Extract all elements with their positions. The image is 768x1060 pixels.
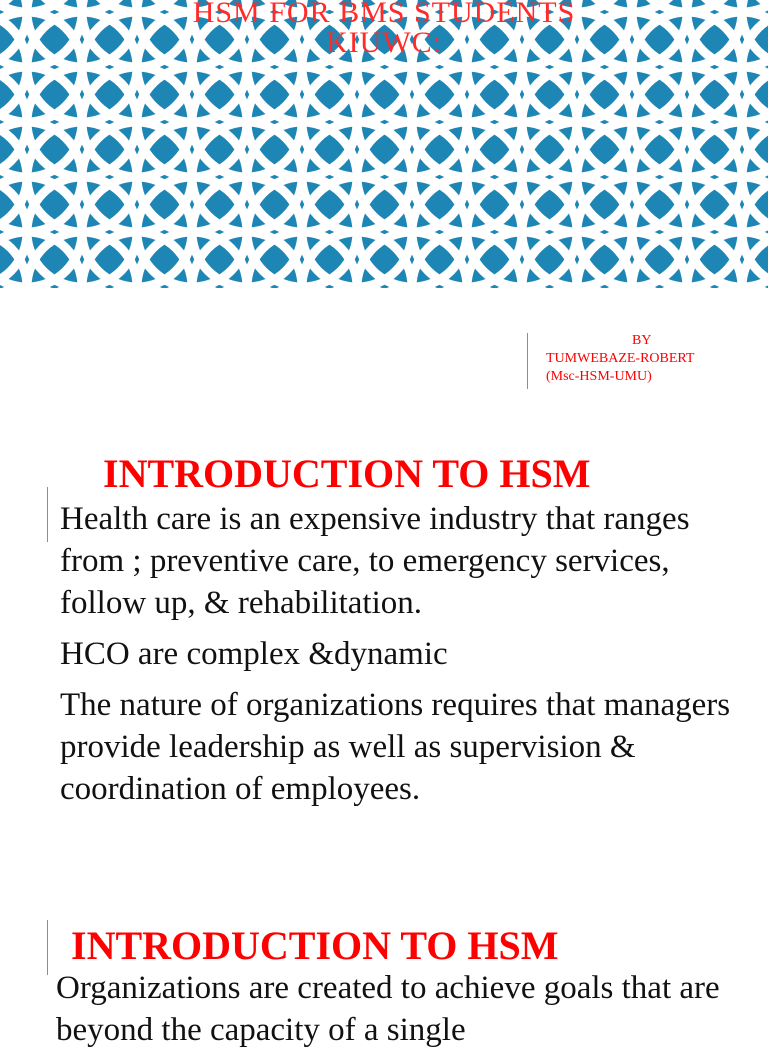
title-line-2: KIUWC:: [326, 26, 442, 59]
slide-2-paragraph-2: HCO are complex &dynamic: [60, 636, 448, 672]
slide-2-body: [56, 498, 756, 819]
slide-2-paragraph-3: The nature of organizations requires that managers provide leadership as well as supervision & coordination of employees.: [60, 687, 731, 807]
slide-2-paragraph-1: Health care is an expensive industry that ranges from ; preventive care, to emergency services, follow up, & rehabilitation.: [60, 501, 690, 621]
presentation-title: [0, 0, 768, 58]
author-accent-bar: [527, 333, 528, 389]
author-credentials: (Msc-HSM-UMU): [546, 369, 652, 384]
author-by-label: BY: [632, 333, 652, 348]
title-line-1: HSM FOR BMS STUDENTS: [192, 0, 576, 29]
slide-3-body: [56, 967, 756, 1060]
title-slide-banner: [0, 0, 768, 288]
author-block: [546, 332, 746, 386]
slide-2-heading: INTRODUCTION TO HSM: [103, 451, 591, 496]
slide-3-paragraph-1: Organizations are created to achieve goals that are beyond the capacity of a single: [56, 970, 720, 1048]
slide-2-accent-bar: [47, 487, 48, 542]
author-name: TUMWEBAZE-ROBERT: [546, 351, 695, 366]
slide-3-heading: INTRODUCTION TO HSM: [71, 923, 559, 968]
